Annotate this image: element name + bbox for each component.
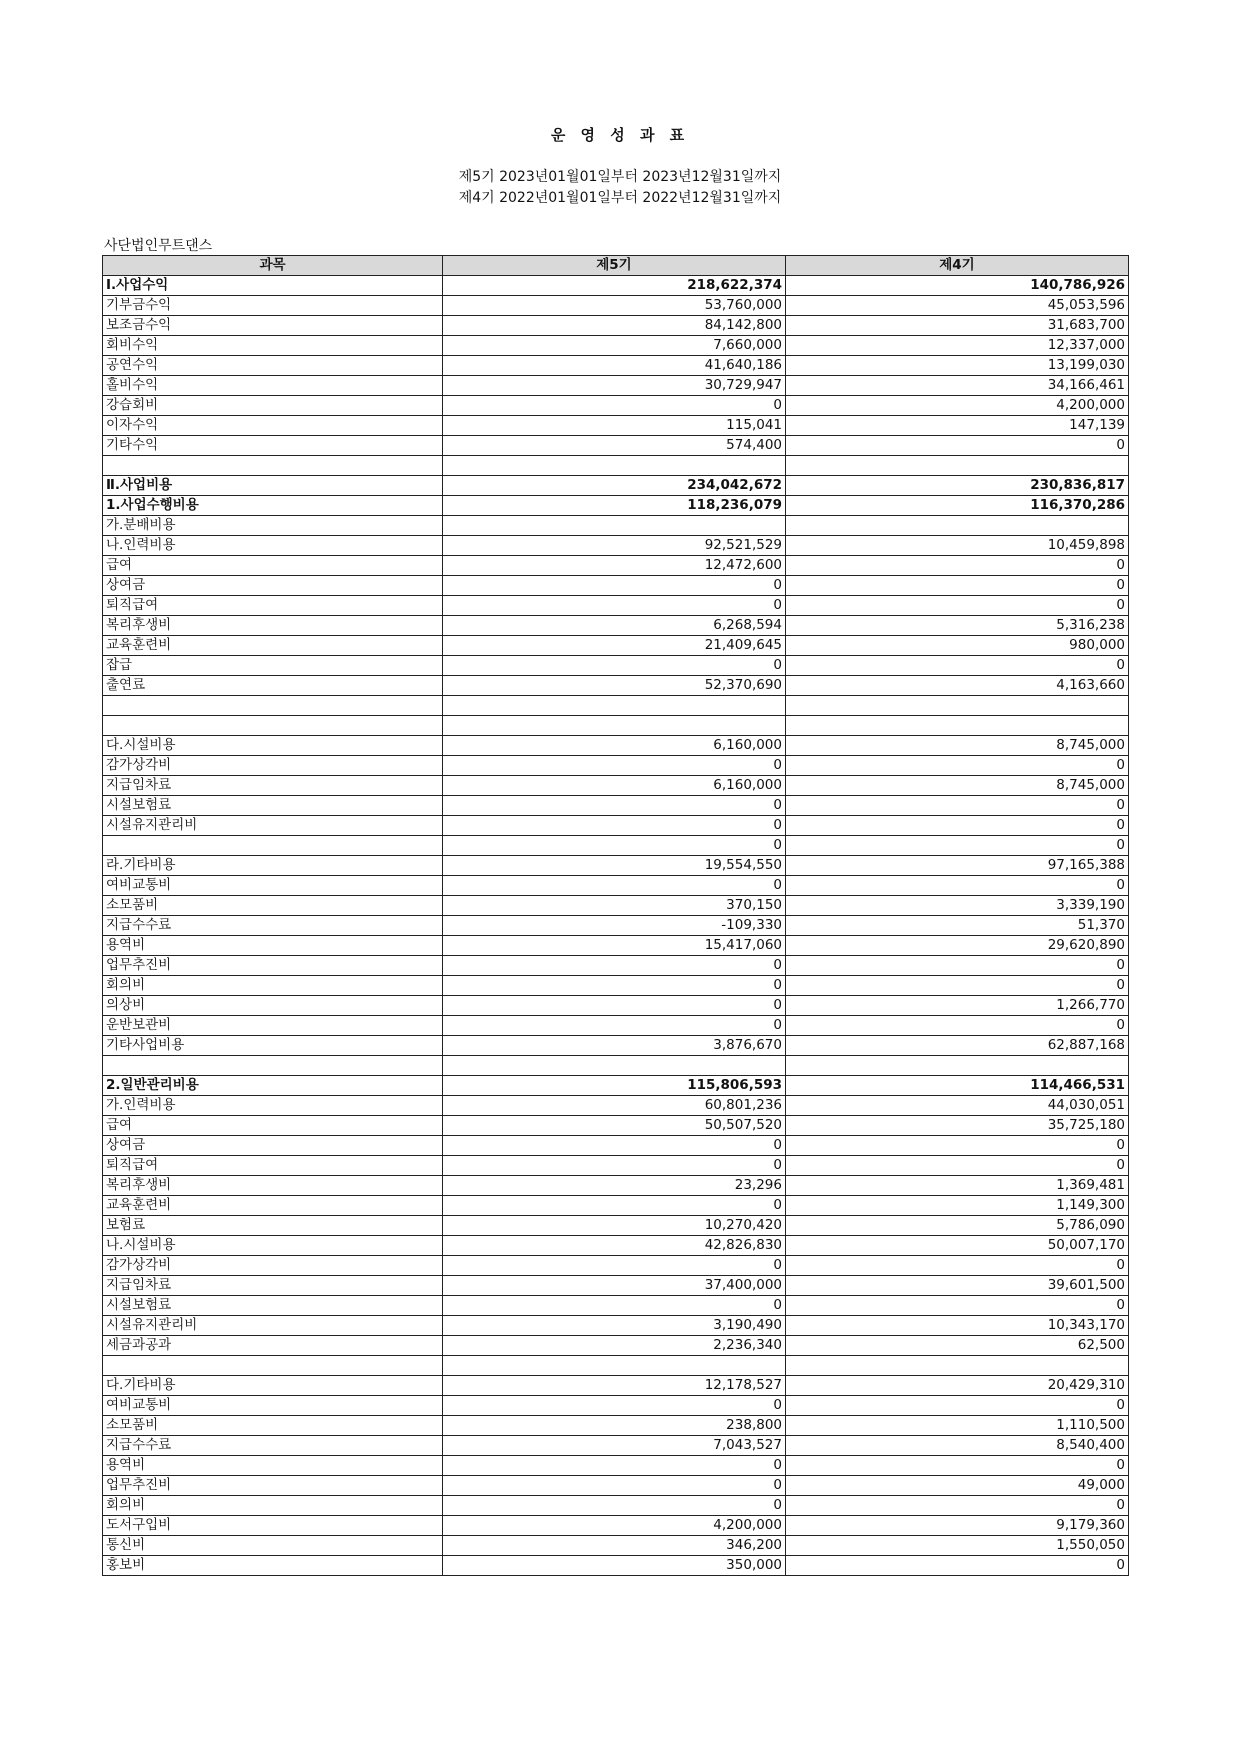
amount-period-5: 41,640,186 [443, 356, 786, 376]
account-label: 1.사업수행비용 [103, 496, 443, 516]
table-row [103, 776, 1129, 796]
amount-period-4: 51,370 [786, 916, 1129, 936]
table-row [103, 936, 1129, 956]
account-label: 기타수익 [103, 436, 443, 456]
account-label: 시설유지관리비 [103, 1316, 443, 1336]
table-row [103, 1096, 1129, 1116]
amount-period-5: 2,236,340 [443, 1336, 786, 1356]
amount-period-4: 9,179,360 [786, 1516, 1129, 1536]
account-label: 가.인력비용 [103, 1096, 443, 1116]
account-label: 용역비 [103, 936, 443, 956]
table-row [103, 356, 1129, 376]
header-account: 과목 [103, 256, 443, 276]
amount-period-5: 52,370,690 [443, 676, 786, 696]
table-row [103, 956, 1129, 976]
table-row [103, 1496, 1129, 1516]
amount-period-4 [786, 696, 1129, 716]
amount-period-4: 8,745,000 [786, 736, 1129, 756]
table-row [103, 1036, 1129, 1056]
amount-period-5: 0 [443, 876, 786, 896]
account-label: 의상비 [103, 996, 443, 1016]
amount-period-5: 0 [443, 976, 786, 996]
amount-period-4: 1,369,481 [786, 1176, 1129, 1196]
account-label: 기타사업비용 [103, 1036, 443, 1056]
table-row [103, 1196, 1129, 1216]
amount-period-4: 0 [786, 956, 1129, 976]
amount-period-4: 35,725,180 [786, 1116, 1129, 1136]
table-row [103, 496, 1129, 516]
account-label: 2.일반관리비용 [103, 1076, 443, 1096]
account-label: 시설보험료 [103, 796, 443, 816]
table-row [103, 676, 1129, 696]
amount-period-4: 97,165,388 [786, 856, 1129, 876]
amount-period-5: 234,042,672 [443, 476, 786, 496]
amount-period-4: 31,683,700 [786, 316, 1129, 336]
amount-period-4: 140,786,926 [786, 276, 1129, 296]
amount-period-4: 0 [786, 816, 1129, 836]
table-row [103, 1316, 1129, 1336]
table-row [103, 876, 1129, 896]
organization-name: 사단법인무트댄스 [104, 238, 213, 254]
account-label: 공연수익 [103, 356, 443, 376]
amount-period-5: 23,296 [443, 1176, 786, 1196]
amount-period-4: 0 [786, 836, 1129, 856]
amount-period-5: 218,622,374 [443, 276, 786, 296]
amount-period-4: 0 [786, 1296, 1129, 1316]
table-row [103, 1376, 1129, 1396]
account-label: 다.기타비용 [103, 1376, 443, 1396]
amount-period-4: 39,601,500 [786, 1276, 1129, 1296]
table-row [103, 1136, 1129, 1156]
account-label: 감가상각비 [103, 756, 443, 776]
account-label: 홀비수익 [103, 376, 443, 396]
table-row [103, 576, 1129, 596]
amount-period-4: 44,030,051 [786, 1096, 1129, 1116]
amount-period-4: 147,139 [786, 416, 1129, 436]
table-row [103, 536, 1129, 556]
account-label [103, 716, 443, 736]
table-row [103, 996, 1129, 1016]
amount-period-5: 21,409,645 [443, 636, 786, 656]
account-label: 회비수익 [103, 336, 443, 356]
amount-period-4: 5,786,090 [786, 1216, 1129, 1236]
table-row [103, 1076, 1129, 1096]
table-row [103, 436, 1129, 456]
table-row [103, 1416, 1129, 1436]
table-row [103, 416, 1129, 436]
table-row [103, 1456, 1129, 1476]
table-row [103, 1016, 1129, 1036]
account-label: 보험료 [103, 1216, 443, 1236]
header-period-4: 제4기 [786, 256, 1129, 276]
table-row [103, 1116, 1129, 1136]
amount-period-5: 3,190,490 [443, 1316, 786, 1336]
table-row [103, 1176, 1129, 1196]
amount-period-4: 29,620,890 [786, 936, 1129, 956]
table-row [103, 736, 1129, 756]
account-label: 강습회비 [103, 396, 443, 416]
account-label: 급여 [103, 556, 443, 576]
amount-period-5: 115,041 [443, 416, 786, 436]
amount-period-5: 0 [443, 1136, 786, 1156]
amount-period-5: 6,160,000 [443, 776, 786, 796]
amount-period-5: -109,330 [443, 916, 786, 936]
amount-period-5 [443, 696, 786, 716]
table-row [103, 376, 1129, 396]
account-label: 홍보비 [103, 1556, 443, 1576]
account-label: 퇴직급여 [103, 596, 443, 616]
amount-period-4: 4,163,660 [786, 676, 1129, 696]
account-label: 출연료 [103, 676, 443, 696]
amount-period-4: 3,339,190 [786, 896, 1129, 916]
amount-period-5: 0 [443, 1156, 786, 1176]
amount-period-4: 0 [786, 1456, 1129, 1476]
amount-period-5: 30,729,947 [443, 376, 786, 396]
table-row [103, 716, 1129, 736]
amount-period-5: 37,400,000 [443, 1276, 786, 1296]
amount-period-4: 4,200,000 [786, 396, 1129, 416]
amount-period-5: 0 [443, 996, 786, 1016]
table-row [103, 1216, 1129, 1236]
amount-period-4 [786, 1056, 1129, 1076]
account-label: 업무추진비 [103, 956, 443, 976]
amount-period-4: 0 [786, 796, 1129, 816]
table-row [103, 896, 1129, 916]
table-row [103, 1516, 1129, 1536]
table-row [103, 856, 1129, 876]
table-row [103, 1236, 1129, 1256]
account-label: 회의비 [103, 1496, 443, 1516]
amount-period-5 [443, 1356, 786, 1376]
amount-period-4 [786, 456, 1129, 476]
account-label: 회의비 [103, 976, 443, 996]
table-row [103, 296, 1129, 316]
table-row [103, 1356, 1129, 1376]
amount-period-5: 4,200,000 [443, 1516, 786, 1536]
amount-period-5: 0 [443, 756, 786, 776]
account-label: 지급임차료 [103, 1276, 443, 1296]
amount-period-4: 0 [786, 596, 1129, 616]
amount-period-5: 0 [443, 1476, 786, 1496]
amount-period-5: 19,554,550 [443, 856, 786, 876]
amount-period-4: 20,429,310 [786, 1376, 1129, 1396]
account-label: 시설보험료 [103, 1296, 443, 1316]
account-label [103, 1056, 443, 1076]
account-label: 가.분배비용 [103, 516, 443, 536]
amount-period-5 [443, 1056, 786, 1076]
account-label: 이자수익 [103, 416, 443, 436]
amount-period-4: 0 [786, 1396, 1129, 1416]
amount-period-4: 114,466,531 [786, 1076, 1129, 1096]
account-label: 소모품비 [103, 1416, 443, 1436]
account-label: Ⅱ.사업비용 [103, 476, 443, 496]
account-label: 여비교통비 [103, 1396, 443, 1416]
table-row [103, 1556, 1129, 1576]
table-row [103, 456, 1129, 476]
amount-period-5: 0 [443, 1016, 786, 1036]
operating-results-table [102, 255, 1129, 1576]
account-label: 소모품비 [103, 896, 443, 916]
amount-period-4: 1,149,300 [786, 1196, 1129, 1216]
amount-period-4: 0 [786, 656, 1129, 676]
amount-period-5: 92,521,529 [443, 536, 786, 556]
table-row [103, 756, 1129, 776]
amount-period-5 [443, 456, 786, 476]
amount-period-5: 0 [443, 1296, 786, 1316]
amount-period-5: 370,150 [443, 896, 786, 916]
account-label: 보조금수익 [103, 316, 443, 336]
amount-period-5: 346,200 [443, 1536, 786, 1556]
account-label: Ⅰ.사업수익 [103, 276, 443, 296]
account-label: 용역비 [103, 1456, 443, 1476]
amount-period-4: 230,836,817 [786, 476, 1129, 496]
table-row [103, 916, 1129, 936]
table-row [103, 1276, 1129, 1296]
account-label: 기부금수익 [103, 296, 443, 316]
amount-period-4: 62,887,168 [786, 1036, 1129, 1056]
amount-period-4: 116,370,286 [786, 496, 1129, 516]
amount-period-4: 12,337,000 [786, 336, 1129, 356]
account-label: 복리후생비 [103, 616, 443, 636]
table-row [103, 476, 1129, 496]
amount-period-5 [443, 516, 786, 536]
amount-period-5: 42,826,830 [443, 1236, 786, 1256]
amount-period-4: 34,166,461 [786, 376, 1129, 396]
amount-period-5: 0 [443, 656, 786, 676]
amount-period-4: 0 [786, 976, 1129, 996]
account-label: 라.기타비용 [103, 856, 443, 876]
table-row [103, 316, 1129, 336]
period-line-4: 제4기 2022년01월01일부터 2022년12월31일까지 [458, 190, 782, 206]
account-label: 세금과공과 [103, 1336, 443, 1356]
amount-period-5: 574,400 [443, 436, 786, 456]
table-row [103, 636, 1129, 656]
amount-period-5 [443, 716, 786, 736]
amount-period-4: 0 [786, 436, 1129, 456]
amount-period-4: 1,550,050 [786, 1536, 1129, 1556]
period-line-5: 제5기 2023년01월01일부터 2023년12월31일까지 [458, 169, 782, 185]
amount-period-5: 84,142,800 [443, 316, 786, 336]
amount-period-4: 0 [786, 1136, 1129, 1156]
table-header-row [103, 256, 1129, 276]
amount-period-4: 0 [786, 1016, 1129, 1036]
amount-period-4: 5,316,238 [786, 616, 1129, 636]
amount-period-5: 50,507,520 [443, 1116, 786, 1136]
amount-period-5: 12,178,527 [443, 1376, 786, 1396]
amount-period-5: 0 [443, 1496, 786, 1516]
table-body [103, 276, 1129, 1576]
account-label: 급여 [103, 1116, 443, 1136]
amount-period-4: 0 [786, 756, 1129, 776]
amount-period-5: 350,000 [443, 1556, 786, 1576]
amount-period-4 [786, 516, 1129, 536]
amount-period-4: 8,540,400 [786, 1436, 1129, 1456]
amount-period-5: 3,876,670 [443, 1036, 786, 1056]
table-row [103, 976, 1129, 996]
amount-period-5: 0 [443, 836, 786, 856]
table-row [103, 1476, 1129, 1496]
amount-period-4: 0 [786, 876, 1129, 896]
account-label [103, 836, 443, 856]
header-period-5: 제5기 [443, 256, 786, 276]
amount-period-4: 0 [786, 1556, 1129, 1576]
amount-period-4: 980,000 [786, 636, 1129, 656]
account-label: 지급수수료 [103, 1436, 443, 1456]
table-row [103, 276, 1129, 296]
account-label: 나.인력비용 [103, 536, 443, 556]
account-label: 퇴직급여 [103, 1156, 443, 1176]
account-label: 지급수수료 [103, 916, 443, 936]
table-row [103, 1256, 1129, 1276]
table-row [103, 1336, 1129, 1356]
amount-period-4: 0 [786, 576, 1129, 596]
table-row [103, 1396, 1129, 1416]
amount-period-5: 7,660,000 [443, 336, 786, 356]
table-row [103, 1536, 1129, 1556]
table-row [103, 556, 1129, 576]
amount-period-4: 0 [786, 1496, 1129, 1516]
account-label: 통신비 [103, 1536, 443, 1556]
amount-period-5: 10,270,420 [443, 1216, 786, 1236]
table-row [103, 1056, 1129, 1076]
amount-period-5: 15,417,060 [443, 936, 786, 956]
account-label: 여비교통비 [103, 876, 443, 896]
amount-period-5: 0 [443, 1196, 786, 1216]
account-label: 감가상각비 [103, 1256, 443, 1276]
amount-period-4: 45,053,596 [786, 296, 1129, 316]
account-label: 도서구입비 [103, 1516, 443, 1536]
amount-period-4: 62,500 [786, 1336, 1129, 1356]
amount-period-5: 0 [443, 956, 786, 976]
amount-period-5: 53,760,000 [443, 296, 786, 316]
account-label: 복리후생비 [103, 1176, 443, 1196]
table-row [103, 1156, 1129, 1176]
amount-period-5: 238,800 [443, 1416, 786, 1436]
amount-period-5: 0 [443, 1456, 786, 1476]
table-row [103, 656, 1129, 676]
amount-period-4: 49,000 [786, 1476, 1129, 1496]
account-label: 교육훈련비 [103, 636, 443, 656]
amount-period-5: 0 [443, 796, 786, 816]
account-label: 나.시설비용 [103, 1236, 443, 1256]
amount-period-4: 13,199,030 [786, 356, 1129, 376]
account-label: 다.시설비용 [103, 736, 443, 756]
account-label: 잡급 [103, 656, 443, 676]
amount-period-4: 0 [786, 556, 1129, 576]
amount-period-4 [786, 716, 1129, 736]
amount-period-5: 6,268,594 [443, 616, 786, 636]
account-label: 교육훈련비 [103, 1196, 443, 1216]
account-label: 업무추진비 [103, 1476, 443, 1496]
account-label [103, 696, 443, 716]
amount-period-5: 60,801,236 [443, 1096, 786, 1116]
account-label: 상여금 [103, 1136, 443, 1156]
table-row [103, 516, 1129, 536]
amount-period-5: 115,806,593 [443, 1076, 786, 1096]
table-row [103, 1296, 1129, 1316]
amount-period-5: 0 [443, 396, 786, 416]
amount-period-5: 0 [443, 1256, 786, 1276]
amount-period-5: 0 [443, 576, 786, 596]
account-label: 지급임차료 [103, 776, 443, 796]
amount-period-4: 10,459,898 [786, 536, 1129, 556]
amount-period-5: 0 [443, 816, 786, 836]
document-title: 운 영 성 과 표 [550, 126, 690, 144]
table-row [103, 796, 1129, 816]
account-label: 운반보관비 [103, 1016, 443, 1036]
table-row [103, 336, 1129, 356]
amount-period-4: 10,343,170 [786, 1316, 1129, 1336]
amount-period-5: 0 [443, 596, 786, 616]
amount-period-4: 0 [786, 1256, 1129, 1276]
account-label [103, 1356, 443, 1376]
table-row [103, 816, 1129, 836]
table-row [103, 836, 1129, 856]
account-label: 상여금 [103, 576, 443, 596]
amount-period-5: 0 [443, 1396, 786, 1416]
amount-period-5: 7,043,527 [443, 1436, 786, 1456]
table-row [103, 396, 1129, 416]
table-row [103, 1436, 1129, 1456]
amount-period-4: 1,266,770 [786, 996, 1129, 1016]
amount-period-5: 6,160,000 [443, 736, 786, 756]
table-row [103, 596, 1129, 616]
table-row [103, 696, 1129, 716]
amount-period-5: 12,472,600 [443, 556, 786, 576]
account-label [103, 456, 443, 476]
amount-period-4: 0 [786, 1156, 1129, 1176]
amount-period-4 [786, 1356, 1129, 1376]
amount-period-5: 118,236,079 [443, 496, 786, 516]
amount-period-4: 8,745,000 [786, 776, 1129, 796]
amount-period-4: 1,110,500 [786, 1416, 1129, 1436]
account-label: 시설유지관리비 [103, 816, 443, 836]
amount-period-4: 50,007,170 [786, 1236, 1129, 1256]
table-row [103, 616, 1129, 636]
